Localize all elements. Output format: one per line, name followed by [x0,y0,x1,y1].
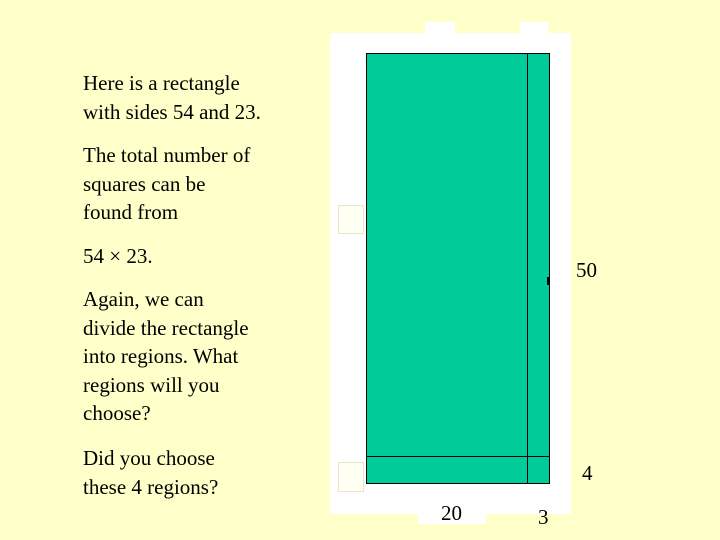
rectangle-bottom-edge [367,483,550,484]
rectangle-right-edge [549,53,550,484]
vertical-divider [527,53,528,484]
diagram-backing-tab [520,22,548,36]
horizontal-divider [367,456,550,457]
rectangle-left-edge [366,53,367,484]
side-label-20: 20 [441,501,462,525]
product-text: 54 × 23. [83,244,153,268]
faint-square [338,205,364,234]
four-regions-question: Did you choose these 4 regions? [83,446,219,499]
faint-square [338,462,364,492]
diagram-backing-tab [425,22,455,36]
divider-tick [547,277,549,285]
intro-text: Here is a rectangle with sides 54 and 23. [83,71,261,124]
green-rectangle [367,54,549,484]
total-squares-text: The total number of squares can be found from [83,143,251,224]
side-label-50: 50 [576,258,597,282]
divide-regions-text: Again, we can divide the rectangle into regions. What regions will you choose? [83,287,249,425]
side-label-4: 4 [582,461,593,485]
side-label-3: 3 [538,505,549,529]
rectangle-top-edge [367,53,550,54]
